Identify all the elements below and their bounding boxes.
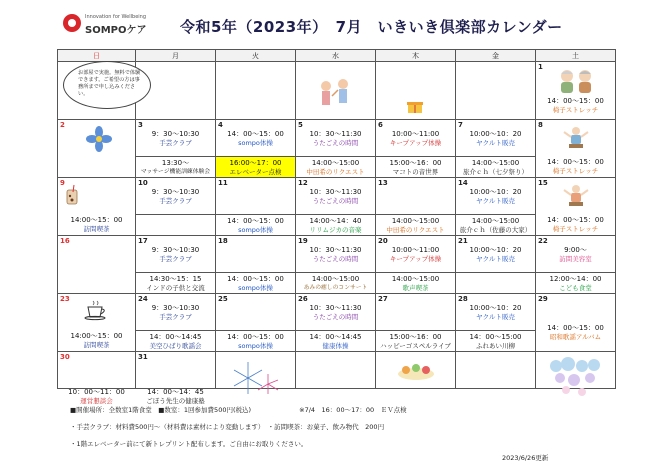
event-title: マッサージ機能訓練体験会 — [140, 169, 211, 175]
day-number: 12 — [298, 179, 308, 187]
event-time: 10:00～10：20 — [469, 130, 522, 138]
event-time: 14:00～15：00 — [70, 216, 123, 224]
drink-illustration — [64, 184, 80, 206]
day-cell-28-afternoon — [456, 331, 536, 352]
event-title: 手芸クラブ — [159, 255, 192, 263]
day-number: 4 — [218, 121, 223, 129]
day-cell-empty — [216, 352, 296, 389]
page-title: 令和5年（2023年） 7月 いきいき倶楽部カレンダー — [180, 18, 563, 36]
day-cell-19 — [296, 236, 376, 273]
wisteria-illustration — [546, 356, 606, 402]
weekday-tue: 火 — [216, 50, 296, 62]
week-row — [58, 178, 616, 215]
event-title: 運営懇談会 — [80, 397, 113, 405]
day-number: 3 — [138, 121, 143, 129]
event-time: 14：00～15:00 — [469, 333, 522, 341]
day-cell-26 — [296, 294, 376, 331]
event-time: 14：00～15：00 — [227, 217, 284, 225]
event-time: 14:00～14：40 — [309, 217, 362, 225]
event-title: 手芸クラブ — [159, 313, 192, 321]
day-number: 14 — [458, 179, 468, 187]
event-time: 10:00～10：20 — [469, 188, 522, 196]
event-title: ヤクルト販売 — [476, 197, 515, 205]
day-cell-30 — [58, 352, 136, 405]
event-title: ごぼう先生の健康塾 — [146, 397, 205, 405]
day-cell-15 — [536, 178, 616, 236]
event-time: 14:00～15:00 — [311, 275, 360, 283]
day-number: 18 — [218, 237, 228, 245]
event-title: 旅介ｃｈ（七夕祭り） — [463, 168, 528, 176]
event-time: 14：00～14:45 — [309, 333, 362, 341]
day-cell-12 — [296, 178, 376, 215]
day-number: 8 — [538, 121, 543, 129]
day-number: 25 — [218, 295, 228, 303]
day-number: 19 — [298, 237, 308, 245]
day-cell-7-afternoon — [456, 157, 536, 178]
bubble-text: お部屋で実施。無料で体験できます。ご希望の方は事務所まで申し込みください。 — [78, 70, 141, 97]
event-title: sompo体操 — [238, 342, 273, 350]
event-title: あみの癒しのコンサート — [303, 285, 368, 291]
day-cell-17-afternoon — [136, 273, 216, 294]
day-cell-16 — [58, 236, 136, 294]
weekday-header-row — [58, 50, 616, 62]
stretch-illustration — [562, 126, 590, 150]
figures-illustration — [316, 76, 356, 112]
event-time: 14:30～15：15 — [149, 275, 202, 283]
logo-brand: SOMPOケア — [85, 25, 147, 36]
day-number: 7 — [458, 121, 463, 129]
day-number: 20 — [378, 237, 388, 245]
event-time: 12:00～14：00 — [549, 275, 602, 283]
day-number: 22 — [538, 237, 548, 245]
flower-illustration — [86, 126, 112, 156]
day-cell-12-afternoon — [296, 215, 376, 236]
day-cell-5-afternoon — [296, 157, 376, 178]
day-cell-5 — [296, 120, 376, 157]
week-row-afternoon — [58, 157, 616, 178]
day-cell-18 — [216, 236, 296, 273]
day-cell-10-afternoon — [136, 215, 216, 236]
day-number: 24 — [138, 295, 148, 303]
day-cell-26-afternoon — [296, 331, 376, 352]
logo-tagline: Innovation for Wellbeing — [85, 14, 147, 20]
week-row — [58, 294, 616, 331]
event-title: インドの子供と交流 — [146, 284, 205, 292]
event-time: 14:00～15：00 — [70, 332, 123, 340]
day-cell-27-afternoon — [376, 331, 456, 352]
event-title: ふれあい川柳 — [476, 342, 515, 350]
day-number: 23 — [60, 295, 70, 303]
note-line-3: ・1階エレベーター前にて新トレプリント配布します。ご自由にお取りください。 — [70, 440, 308, 448]
logo-mark-icon — [63, 14, 81, 32]
event-time: 10:00～10：20 — [469, 304, 522, 312]
day-number: 16 — [60, 237, 70, 245]
event-time: 14:00～15:00 — [471, 217, 520, 225]
day-cell-2 — [58, 120, 136, 178]
event-title: 中田希のリクエスト — [386, 226, 445, 234]
day-cell-28 — [456, 294, 536, 331]
weekday-sun: 日 — [58, 50, 136, 62]
event-time: 13:30～ — [161, 159, 190, 167]
event-title: 歌声喫茶 — [402, 284, 429, 292]
week-row-afternoon — [58, 273, 616, 294]
day-cell-22-afternoon — [536, 273, 616, 294]
event-title: 手芸クラブ — [159, 197, 192, 205]
event-time: 14：00～15：00 — [227, 130, 284, 138]
event-time: 14:00～15:00 — [311, 159, 360, 167]
day-number: 9 — [60, 179, 65, 187]
day-cell-6-afternoon — [376, 157, 456, 178]
event-time: 10:00～10：20 — [469, 246, 522, 254]
event-title: キープアップ体操 — [389, 139, 442, 147]
event-time: 9：30～10:30 — [151, 246, 200, 254]
event-time: 10：30～11:30 — [309, 304, 362, 312]
day-cell-23 — [58, 294, 136, 352]
day-cell-4-afternoon — [216, 157, 296, 178]
event-time: 14：00～15：00 — [227, 275, 284, 283]
day-cell-11-afternoon — [216, 215, 296, 236]
day-number: 2 — [60, 121, 65, 129]
day-cell-20 — [376, 236, 456, 273]
day-cell-19-afternoon — [296, 273, 376, 294]
event-title: 椅子ストレッチ — [552, 106, 599, 114]
event-title: 椅子ストレッチ — [552, 167, 599, 175]
day-cell-10 — [136, 178, 216, 215]
day-cell-14-afternoon — [456, 215, 536, 236]
day-cell-13 — [376, 178, 456, 215]
weekday-fri: 金 — [456, 50, 536, 62]
day-number: 15 — [538, 179, 548, 187]
day-cell-24-afternoon — [136, 331, 216, 352]
day-cell-empty — [536, 352, 616, 389]
day-cell-21 — [456, 236, 536, 273]
event-title: sompo体操 — [238, 139, 273, 147]
event-time: 10：30～11:30 — [309, 246, 362, 254]
event-title: うたごえの時間 — [312, 255, 359, 263]
event-title: 中田希のリクエスト — [306, 168, 365, 176]
day-cell-4 — [216, 120, 296, 157]
event-time: 10：30～11:30 — [309, 130, 362, 138]
event-title: 健康体操 — [322, 342, 349, 350]
day-cell-13-afternoon — [376, 215, 456, 236]
stretch-illustration — [562, 184, 590, 208]
coffee-cup-illustration — [84, 300, 110, 320]
day-cell-empty — [456, 352, 536, 389]
event-title: ハッピーゴスペルライブ — [380, 342, 451, 350]
day-cell-empty — [376, 352, 456, 389]
day-cell-7 — [456, 120, 536, 157]
fireworks-illustration — [228, 358, 284, 402]
event-title: sompo体操 — [238, 226, 273, 234]
sompo-care-logo — [63, 12, 173, 38]
day-cell-14 — [456, 178, 536, 215]
event-title: 美空ひばり歌謡会 — [149, 342, 202, 350]
event-title: うたごえの時間 — [312, 313, 359, 321]
event-time: 14：00～14：45 — [147, 388, 204, 396]
note-line-2: ・手芸クラブ：材料費500円～（材料費は素材により変動します） ・訪問喫茶：お菓子、飲み物代 200円 — [70, 423, 385, 431]
day-cell-31 — [136, 352, 216, 405]
event-time: 15:00～16：00 — [389, 159, 442, 167]
day-cell-6 — [376, 120, 456, 157]
week-row-afternoon — [58, 215, 616, 236]
event-time: 9：30～10:30 — [151, 188, 200, 196]
day-number: 10 — [138, 179, 148, 187]
weekday-sat: 土 — [536, 50, 616, 62]
day-cell-20-afternoon — [376, 273, 456, 294]
event-title: sompo体操 — [238, 284, 273, 292]
day-cell-11 — [216, 178, 296, 215]
day-number: 11 — [218, 179, 228, 187]
event-time: 14:00～15:00 — [391, 217, 440, 225]
event-time: 14:00～15:00 — [391, 275, 440, 283]
updated-date: 2023/6/26更新 — [502, 454, 549, 462]
day-number: 26 — [298, 295, 308, 303]
day-number: 17 — [138, 237, 148, 245]
event-title: 椅子ストレッチ — [552, 225, 599, 233]
day-cell-empty — [296, 62, 376, 120]
note-ev-inspection: ※7/4 16：00～17：00 ＥＶ点検 — [299, 406, 407, 414]
day-cell-empty — [456, 62, 536, 120]
event-time: 14：00～15：00 — [547, 97, 604, 105]
day-cell-18-afternoon — [216, 273, 296, 294]
weekday-thu: 木 — [376, 50, 456, 62]
day-cell-empty — [216, 62, 296, 120]
day-number: 1 — [538, 63, 543, 71]
event-time: 9:00～ — [564, 246, 587, 254]
weekday-mon: 月 — [136, 50, 216, 62]
day-cell-1 — [536, 62, 616, 120]
day-cell-8 — [536, 120, 616, 178]
day-number: 29 — [538, 295, 548, 303]
day-number: 13 — [378, 179, 388, 187]
day-cell-27 — [376, 294, 456, 331]
day-number: 21 — [458, 237, 468, 245]
day-number: 27 — [378, 295, 388, 303]
day-cell-9 — [58, 178, 136, 236]
event-time: 14：00～14:45 — [149, 333, 202, 341]
event-title: 手芸クラブ — [159, 139, 192, 147]
day-number: 31 — [138, 353, 148, 361]
event-time: 9：30～10:30 — [151, 304, 200, 312]
day-number: 5 — [298, 121, 303, 129]
event-time: 10:00～11:00 — [391, 246, 440, 254]
note-venue-fee: ■開催場所：全数室1階食堂 ■数室：1回参加費500円(税込) — [70, 406, 252, 414]
event-title: 昭和歌謡アルバム — [549, 333, 602, 341]
day-number: 6 — [378, 121, 383, 129]
event-title: ヤクルト販売 — [476, 255, 515, 263]
event-title: ヤクルト販売 — [476, 313, 515, 321]
day-cell-17 — [136, 236, 216, 273]
week-row — [58, 120, 616, 157]
event-time: 10：00～11：00 — [68, 388, 125, 396]
event-title: キープアップ体操 — [389, 255, 442, 263]
day-number: 28 — [458, 295, 468, 303]
event-title: 旅介ｃｈ（佐藤の大家） — [459, 226, 532, 234]
day-cell-22 — [536, 236, 616, 273]
day-cell-25-afternoon — [216, 331, 296, 352]
event-title: マコトの音世界 — [392, 168, 439, 176]
event-title: こども食堂 — [559, 284, 592, 292]
day-cell-21-afternoon — [456, 273, 536, 294]
event-time: 10：30～11:30 — [309, 188, 362, 196]
event-time: 14：00～15：00 — [547, 158, 604, 166]
day-cell-2-afternoon — [136, 157, 216, 178]
note-line-1 — [70, 405, 407, 414]
event-title: うたごえの時間 — [312, 139, 359, 147]
event-time: 14：00～15：00 — [547, 216, 604, 224]
weekday-wed: 水 — [296, 50, 376, 62]
event-title: うたごえの時間 — [312, 197, 359, 205]
event-time: 14：00～15：00 — [227, 333, 284, 341]
summer-food-illustration — [392, 356, 440, 384]
event-time: 9：30～10:30 — [151, 130, 200, 138]
day-cell-29 — [536, 294, 616, 352]
event-title: エレベーター点検 — [229, 168, 282, 176]
day-cell-25 — [216, 294, 296, 331]
event-time: 16:00～17：00 — [229, 159, 282, 167]
event-title: 訪問喫茶 — [83, 341, 110, 349]
event-title: 訪問喫茶 — [83, 225, 110, 233]
event-time: 10:00～11:00 — [391, 130, 440, 138]
day-cell-3 — [136, 120, 216, 157]
speech-bubble-note — [63, 61, 151, 109]
event-time: 14:00～15:00 — [471, 159, 520, 167]
event-title: リリムジカの音楽 — [309, 226, 362, 234]
event-title: ヤクルト販売 — [476, 139, 515, 147]
day-cell-empty — [376, 62, 456, 120]
event-title: 訪問美容室 — [559, 255, 592, 263]
event-time: 15:00～16：00 — [389, 333, 442, 341]
week-row — [58, 236, 616, 273]
day-cell-24 — [136, 294, 216, 331]
gift-illustration — [406, 100, 424, 114]
day-cell-empty — [296, 352, 376, 389]
week-row-afternoon — [58, 331, 616, 352]
elderly-couple-illustration — [556, 68, 596, 94]
event-time: 14：00～15：00 — [547, 324, 604, 332]
day-number: 30 — [60, 353, 70, 361]
